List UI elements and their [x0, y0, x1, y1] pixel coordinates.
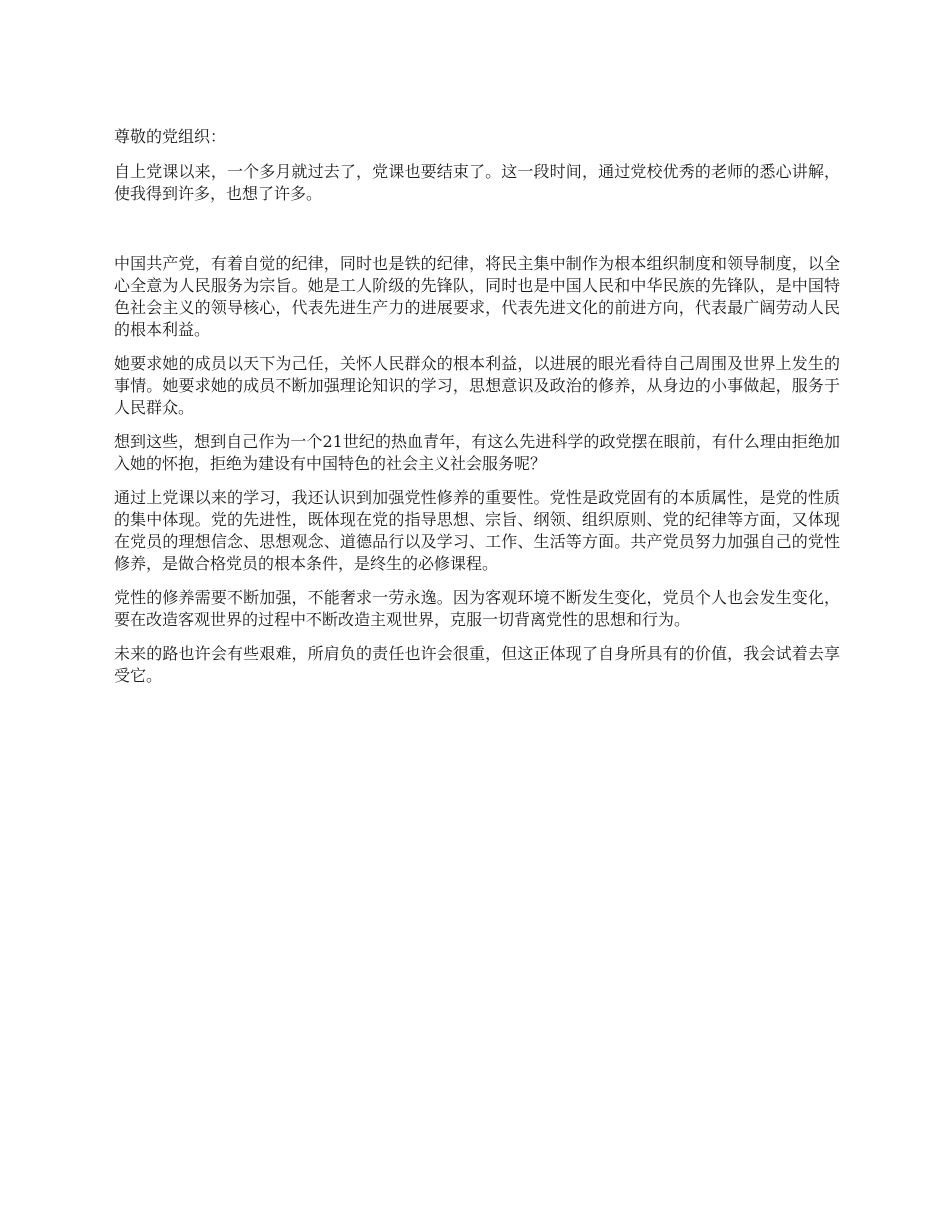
document-body — [114, 126, 840, 699]
paragraph-party-discipline: 中国共产党，有着自觉的纪律，同时也是铁的纪律，将民主集中制作为根本组织制度和领导制度，以全心全意为人民服务为宗旨。她是工人阶级的先锋队，同时也是中国人民和中华民族的先锋队，是中国特色社会主义的领导核心，代表先进生产力的进展要求，代表先进文化的前进方向，代表最广阔劳动人民的根本利益。 — [114, 254, 840, 339]
paragraph-reflection: 想到这些，想到自己作为一个21世纪的热血青年，有这么先进科学的政党摆在眼前，有什么理由拒绝加入她的怀抱，拒绝为建设有中国特色的社会主义社会服务呢？ — [114, 432, 840, 473]
paragraph-party-spirit: 通过上党课以来的学习，我还认识到加强党性修养的重要性。党性是政党固有的本质属性，是党的性质的集中体现。党的先进性，既体现在党的指导思想、宗旨、纲领、组织原则、党的纪律等方面，又体现在党员的理想信念、思想观念、道德品行以及学习、工作、生活等方面。共产党员努力加强自己的党性修养，是做合格党员的根本条件，是终生的必修课程。 — [114, 488, 840, 573]
paragraph-intro: 自上党课以来，一个多月就过去了，党课也要结束了。这一段时间，通过党校优秀的老师的悉心讲解，使我得到许多，也想了许多。 — [114, 162, 840, 203]
paragraph-member-requirements: 她要求她的成员以天下为己任，关怀人民群众的根本利益，以进展的眼光看待自己周围及世界上发生的事情。她要求她的成员不断加强理论知识的学习，思想意识及政治的修养，从身边的小事做起，服务于人民群众。 — [114, 354, 840, 417]
paragraph-closing: 未来的路也许会有些艰难，所肩负的责任也许会很重，但这正体现了自身所具有的价值，我会试着去享受它。 — [114, 644, 840, 685]
paragraph-cultivation: 党性的修养需要不断加强，不能奢求一劳永逸。因为客观环境不断发生变化，党员个人也会发生变化，要在改造客观世界的过程中不断改造主观世界，克服一切背离党性的思想和行为。 — [114, 588, 840, 629]
blank-gap — [114, 217, 840, 253]
salutation: 尊敬的党组织： — [114, 127, 227, 146]
